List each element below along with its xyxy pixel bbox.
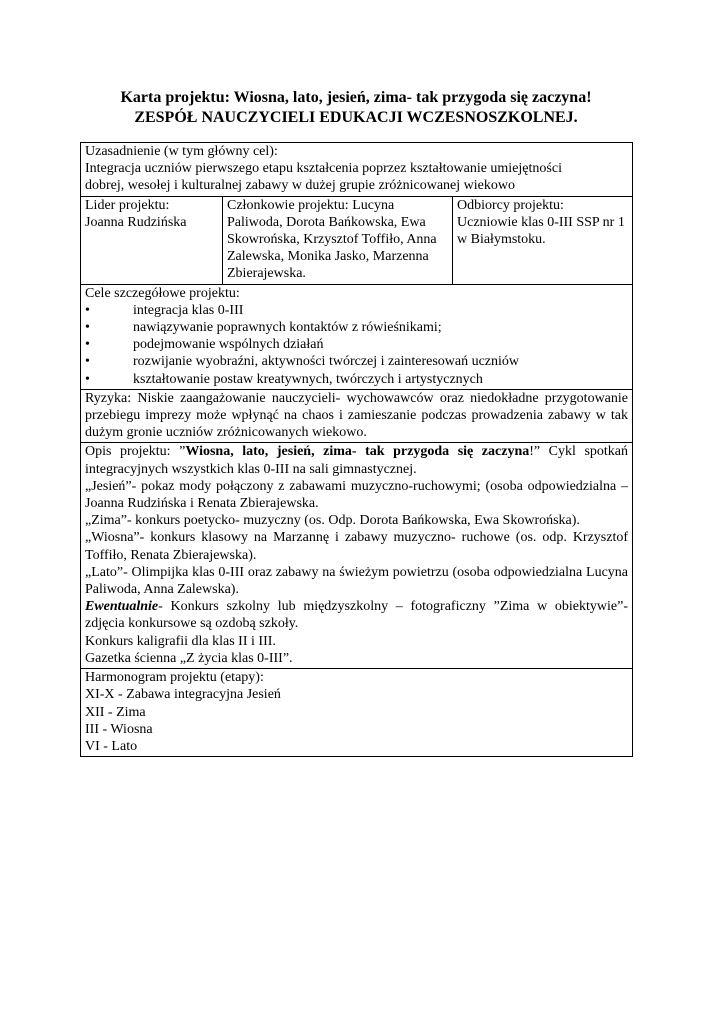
cell-lider — [81, 196, 223, 284]
opis-gazetka: Gazetka ścienna „Z życia klas 0-III”. — [85, 650, 293, 666]
document-title — [80, 88, 632, 128]
title-line-2: ZESPÓŁ NAUCZYCIELI EDUKACJI WCZESNOSZKOLNEJ. — [134, 109, 578, 126]
cell-czlonkowie — [223, 196, 453, 284]
list-item — [85, 319, 628, 336]
row-ryzyka — [81, 389, 633, 443]
cell-uzasadnienie — [81, 143, 633, 197]
harmonogram-item: VI - Lato — [85, 738, 138, 754]
bullet-icon: • — [85, 354, 90, 370]
list-item — [85, 371, 628, 388]
odbiorcy-line-1: Uczniowie klas 0-III SSP nr 1 — [457, 214, 625, 230]
goal-text: podejmowanie wspólnych działań — [133, 337, 324, 353]
lider-label: Lider projektu: — [85, 197, 170, 213]
cele-list — [85, 302, 628, 388]
list-item — [85, 302, 628, 319]
uzasadnienie-line-1: Integracja uczniów pierwszego etapu kształcenia poprzez kształtowanie umiejętności — [85, 161, 562, 177]
ryzyka-text: Ryzyka: Niskie zaangażowanie nauczycieli- wychowawców oraz niedokładne przygotowanie przebiegu imprezy może wpłynąć na chaos i zamieszanie podczas prowadzenia zabawy w tak dużym gronie uczniów zróżnicowanych wiekowo. — [85, 390, 629, 441]
project-card-table — [80, 142, 633, 757]
opis-zima: „Zima”- konkurs poetycko- muzyczny (os. Odp. Dorota Bańkowska, Ewa Skowrońska). — [85, 513, 580, 529]
row-cele — [81, 284, 633, 389]
row-harmonogram — [81, 669, 633, 757]
opis-jesien: „Jesień”- pokaz mody połączony z zabawami muzyczno-ruchowymi; (osoba odpowiedzialna – Joanna Rudzińska i Renata Zbierajewska. — [85, 478, 629, 512]
cell-cele — [81, 284, 633, 389]
goal-text: rozwijanie wyobraźni, aktywności twórczej i zainteresowań uczniów — [133, 354, 520, 370]
czlonkowie-text: Członkowie projektu: Lucyna Paliwoda, Dorota Bańkowska, Ewa Skowrońska, Krzysztof Toffiło, Anna Zalewska, Monika Jasko, Marzenna Zbierajewska. — [227, 197, 437, 282]
bullet-icon: • — [85, 320, 90, 336]
odbiorcy-label: Odbiorcy projektu: — [457, 197, 564, 213]
goal-text: nawiązywanie poprawnych kontaktów z rówieśnikami; — [133, 320, 442, 336]
bullet-icon: • — [85, 371, 90, 387]
opis-kaligrafia: Konkurs kaligrafii dla klas II i III. — [85, 633, 276, 649]
opis-ewentualnie-text: - Konkurs szkolny lub międzyszkolny – fotograficzny ”Zima w obiektywie”- zdjęcia konkursowe są ozdobą szkoły. — [85, 599, 629, 632]
lider-name: Joanna Rudzińska — [85, 214, 187, 230]
uzasadnienie-line-2: dobrej, wesołej i kulturalnej zabawy w dużej grupie zróżnicowanej wiekowo — [85, 178, 515, 194]
odbiorcy-line-2: w Białymstoku. — [457, 232, 546, 248]
bullet-icon: • — [85, 302, 90, 318]
cell-harmonogram — [81, 669, 633, 757]
row-team — [81, 196, 633, 284]
opis-intro: !” Cykl spotkań integracyjnych wszystkich klas 0-III na sali gimnastycznej. — [85, 444, 629, 477]
title-line-1: Karta projektu: Wiosna, lato, jesień, zima- tak przygoda się zaczyna! — [120, 89, 592, 106]
cell-odbiorcy — [453, 196, 633, 284]
harmonogram-item: XI-X - Zabawa integracyjna Jesień — [85, 687, 281, 703]
cele-label: Cele szczegółowe projektu: — [85, 285, 240, 301]
opis-ewentualnie-label: Ewentualnie — [85, 599, 159, 615]
cell-opis — [81, 443, 633, 669]
list-item — [85, 353, 628, 370]
row-opis — [81, 443, 633, 669]
opis-label: Opis projektu: ” — [85, 444, 186, 460]
bullet-icon: • — [85, 337, 90, 353]
opis-lato: „Lato”- Olimpijka klas 0-III oraz zabawy na świeżym powietrzu (osoba odpowiedzialna Lucyna Paliwoda, Anna Zalewska). — [85, 564, 629, 598]
harmonogram-label: Harmonogram projektu (etapy): — [85, 670, 264, 686]
list-item — [85, 336, 628, 353]
harmonogram-item: III - Wiosna — [85, 721, 153, 737]
opis-wiosna: „Wiosna”- konkurs klasowy na Marzannę i zabawy muzyczno- ruchowe (os. odp. Krzysztof Toffiło, Renata Zbierajewska). — [85, 530, 629, 563]
goal-text: kształtowanie postaw kreatywnych, twórczych i artystycznych — [133, 371, 483, 387]
cell-ryzyka — [81, 389, 633, 443]
uzasadnienie-label: Uzasadnienie (w tym główny cel): — [85, 144, 278, 159]
goal-text: integracja klas 0-III — [133, 302, 244, 318]
harmonogram-item: XII - Zima — [85, 704, 146, 720]
row-uzasadnienie — [81, 143, 633, 197]
opis-title: Wiosna, lato, jesień, zima- tak przygoda się zaczyna — [185, 444, 530, 460]
